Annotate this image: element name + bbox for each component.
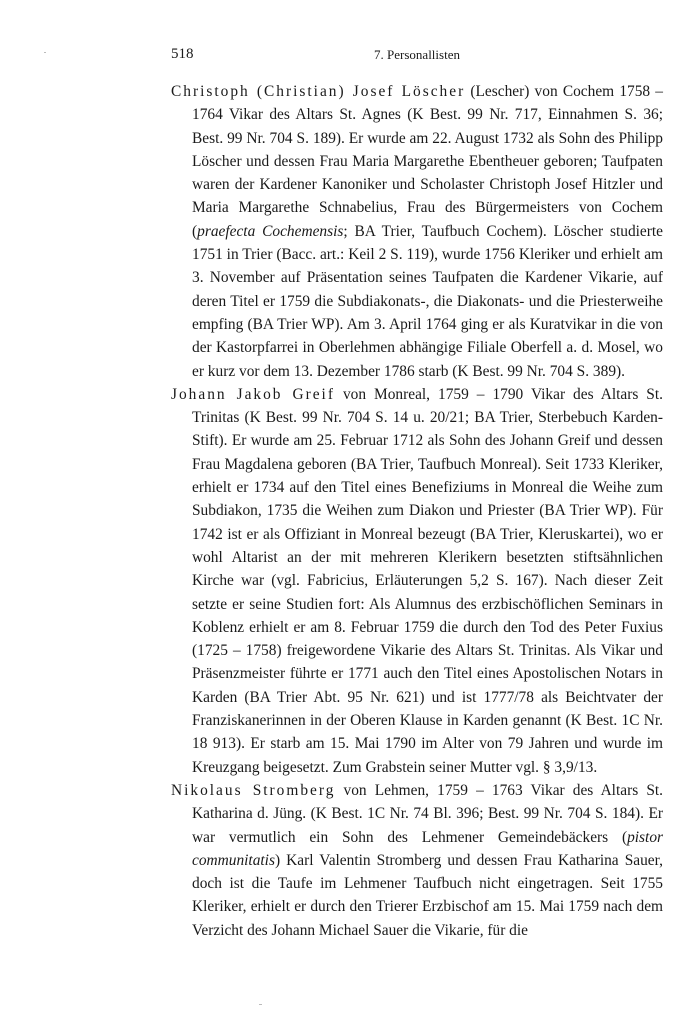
entry-name: Johann Jakob Greif — [171, 385, 335, 403]
footer-mark — [259, 1004, 262, 1005]
margin-mark — [44, 52, 46, 53]
register-entry — [171, 779, 663, 942]
entry-list — [171, 80, 663, 942]
page-number: 518 — [171, 46, 194, 62]
page-header — [171, 46, 663, 66]
entry-text: von Monreal, 1759 – 1790 Vikar des Altars St. Trinitas (K Best. 99 Nr. 704 S. 14 u. 20/21; BA Trier, Sterbebuch Karden-Stift). Er wurde am 25. Februar 1712 als Sohn des Johann Greif und dessen Frau Magdalena geboren (BA Trier, Taufbuch Monreal). Seit 1733 Kleriker, erhielt er 1734 auf den Titel eines Benefiziums in Monreal die Weihe zum Subdiakon, 1735 die Weihen zum Diakon und Priester (BA Trier WP). Für 1742 ist er als Offiziant in Monreal bezeugt (BA Trier, Kleruskartei), wo er wohl Altarist an der mit mehreren Klerikern besetzten stiftsähnlichen Kirche war (vgl. Fabricius, Erläuterungen 5,2 S. 167). Nach dieser Zeit setzte er seine Studien fort: Als Alumnus des erzbischöflichen Seminars in Koblenz erhielt er am 8. Februar 1759 die durch den Tod des Peter Fuxius (1725 – 1758) freigewordene Vikarie des Altars St. Trinitas. Als Vikar und Präsenzmeister führte er 1771 auch den Titel eines Apostolischen Notars in Karden (BA Trier Abt. 95 Nr. 621) und ist 1777/78 als Beichtvater der Franziskanerinnen in der Oberen Klause in Karden genannt (K Best. 1C Nr. 18 913). Er starb am 15. Mai 1790 im Alter von 79 Jahren und wurde im Kreuzgang beigesetzt. Zum Grabstein seiner Mutter vgl. § 3,9/13. — [192, 385, 663, 776]
entry-text: von Lehmen, 1759 – 1763 Vikar des Altars St. Katharina d. Jüng. (K Best. 1C Nr. 74 Bl. 396; Best. 99 Nr. 704 S. 184). Er war vermutlich ein Sohn des Lehmener Gemeindebäckers ( — [192, 781, 663, 846]
register-entry — [171, 383, 663, 779]
latin-term: pistor communitatis — [192, 828, 663, 869]
register-entry — [171, 80, 663, 383]
entry-text: ) Karl Valentin Stromberg und dessen Frau Katharina Sauer, doch ist die Taufe im Lehmener Taufbuch nicht eingetragen. Seit 1755 Kleriker, erhielt er durch den Trierer Erzbischof am 15. Mai 1759 nach dem Verzicht des Johann Michael Sauer die Vikarie, für die — [192, 851, 663, 939]
latin-term: praefecta Cochemensis — [197, 222, 344, 240]
entry-text: (Lescher) von Cochem 1758 – 1764 Vikar des Altars St. Agnes (K Best. 99 Nr. 717, Einnahmen S. 36; Best. 99 Nr. 704 S. 189). Er wurde am 22. August 1732 als Sohn des Philipp Löscher und dessen Frau Maria Margarethe Ebentheuer geboren; Taufpaten waren der Kardener Kanoniker und Scholaster Christoph Josef Hitzler und Maria Margarethe Schnabelius, Frau des Bürgermeisters von Cochem ( — [192, 83, 664, 240]
running-head: 7. Personallisten — [374, 47, 460, 62]
entry-text: ; BA Trier, Taufbuch Cochem). Löscher studierte 1751 in Trier (Bacc. art.: Keil 2 S. 119), wurde 1756 Kleriker und erhielt am 3. November auf Präsentation seines Taufpaten die Kardener Vikarie, auf deren Titel er 1759 die Subdiakonats-, die Diakonats- und die Priesterweihe empfing (BA Trier WP). Am 3. April 1764 ging er als Kuratvikar in die von der Kastorpfarrei in Oberlehmen abhängige Filiale Oberfell a. d. Mosel, wo er kurz vor dem 13. Dezember 1786 starb (K Best. 99 Nr. 704 S. 389). — [192, 222, 663, 380]
entry-name: Nikolaus Stromberg — [171, 781, 336, 799]
entry-name: Christoph (Christian) Josef Löscher — [171, 83, 466, 100]
